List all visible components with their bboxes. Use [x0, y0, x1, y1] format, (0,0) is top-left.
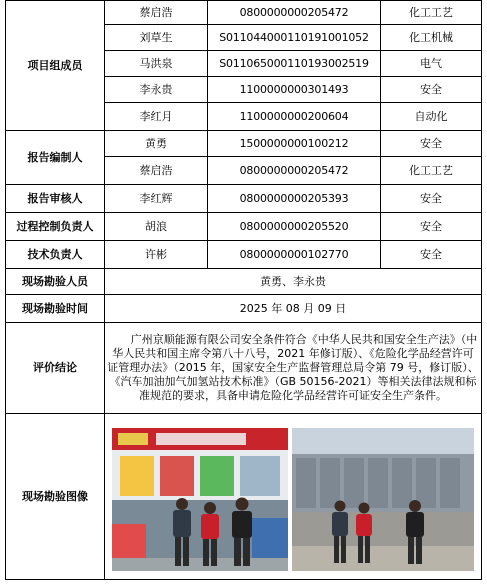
reviewer-label: 报告审核人 — [6, 185, 105, 213]
inspectors-label: 现场勘验人员 — [6, 269, 105, 295]
conclusion-text: 广州京顺能源有限公司安全条件符合《中华人民共和国安全生产法》（中华人民共和国主席令第八十八号，2021 年修订版）、《危险化学品经营许可证管理办法》（2015 年，国家安全生产监督管理总局令第 79 号，修订版）、《汽车加油加气加氢站技术标准》（GB 50156-2021）等相关法律法规和标准规范的要求，具备申请危险化学品经营许可证安全生产条件。 — [105, 323, 482, 414]
table-row — [6, 269, 482, 295]
compiler-label: 报告编制人 — [6, 131, 105, 185]
member-name: 马洪泉 — [105, 51, 208, 77]
member-id: 1100000000200604 — [208, 103, 381, 131]
site-photo-store — [112, 428, 288, 571]
member-specialty: 化工机械 — [381, 25, 482, 51]
process-control-specialty: 安全 — [381, 213, 482, 241]
tech-lead-specialty: 安全 — [381, 241, 482, 269]
team-label: 项目组成员 — [6, 1, 105, 131]
member-id: S011065000110193002519 — [208, 51, 381, 77]
process-control-name: 胡浪 — [105, 213, 208, 241]
tech-lead-id: 0800000000102770 — [208, 241, 381, 269]
table-row — [6, 414, 482, 580]
process-control-id: 0800000000205520 — [208, 213, 381, 241]
member-name: 李红月 — [105, 103, 208, 131]
reviewer-name: 李红辉 — [105, 185, 208, 213]
member-specialty: 自动化 — [381, 103, 482, 131]
member-id: S011044000110191001052 — [208, 25, 381, 51]
member-specialty: 安全 — [381, 77, 482, 103]
reviewer-id: 0800000000205393 — [208, 185, 381, 213]
inspectors-value: 黄勇、李永贵 — [105, 269, 482, 295]
table-row — [6, 185, 482, 213]
table-row — [6, 295, 482, 323]
member-id: 1500000000100212 — [208, 131, 381, 157]
member-name: 蔡启浩 — [105, 1, 208, 25]
member-specialty: 化工工艺 — [381, 1, 482, 25]
member-specialty: 安全 — [381, 131, 482, 157]
member-id: 1100000000301493 — [208, 77, 381, 103]
member-id: 0800000000205472 — [208, 157, 381, 185]
member-name: 黄勇 — [105, 131, 208, 157]
conclusion-label: 评价结论 — [6, 323, 105, 414]
inspection-time-value: 2025 年 08 月 09 日 — [105, 295, 482, 323]
member-name: 蔡启浩 — [105, 157, 208, 185]
photos-label: 现场勘验图像 — [6, 414, 105, 580]
table-row — [6, 131, 482, 157]
process-control-label: 过程控制负责人 — [6, 213, 105, 241]
member-specialty: 电气 — [381, 51, 482, 77]
member-name: 李永贵 — [105, 77, 208, 103]
table-row — [6, 213, 482, 241]
member-id: 0800000000205472 — [208, 1, 381, 25]
inspection-time-label: 现场勘验时间 — [6, 295, 105, 323]
reviewer-specialty: 安全 — [381, 185, 482, 213]
table-row — [6, 323, 482, 414]
site-photo-station — [292, 428, 474, 571]
personnel-table — [5, 0, 482, 580]
tech-lead-name: 许彬 — [105, 241, 208, 269]
table-row — [6, 241, 482, 269]
photos-cell — [105, 414, 482, 580]
tech-lead-label: 技术负责人 — [6, 241, 105, 269]
member-specialty: 化工工艺 — [381, 157, 482, 185]
member-name: 刘草生 — [105, 25, 208, 51]
table-row — [6, 1, 482, 25]
